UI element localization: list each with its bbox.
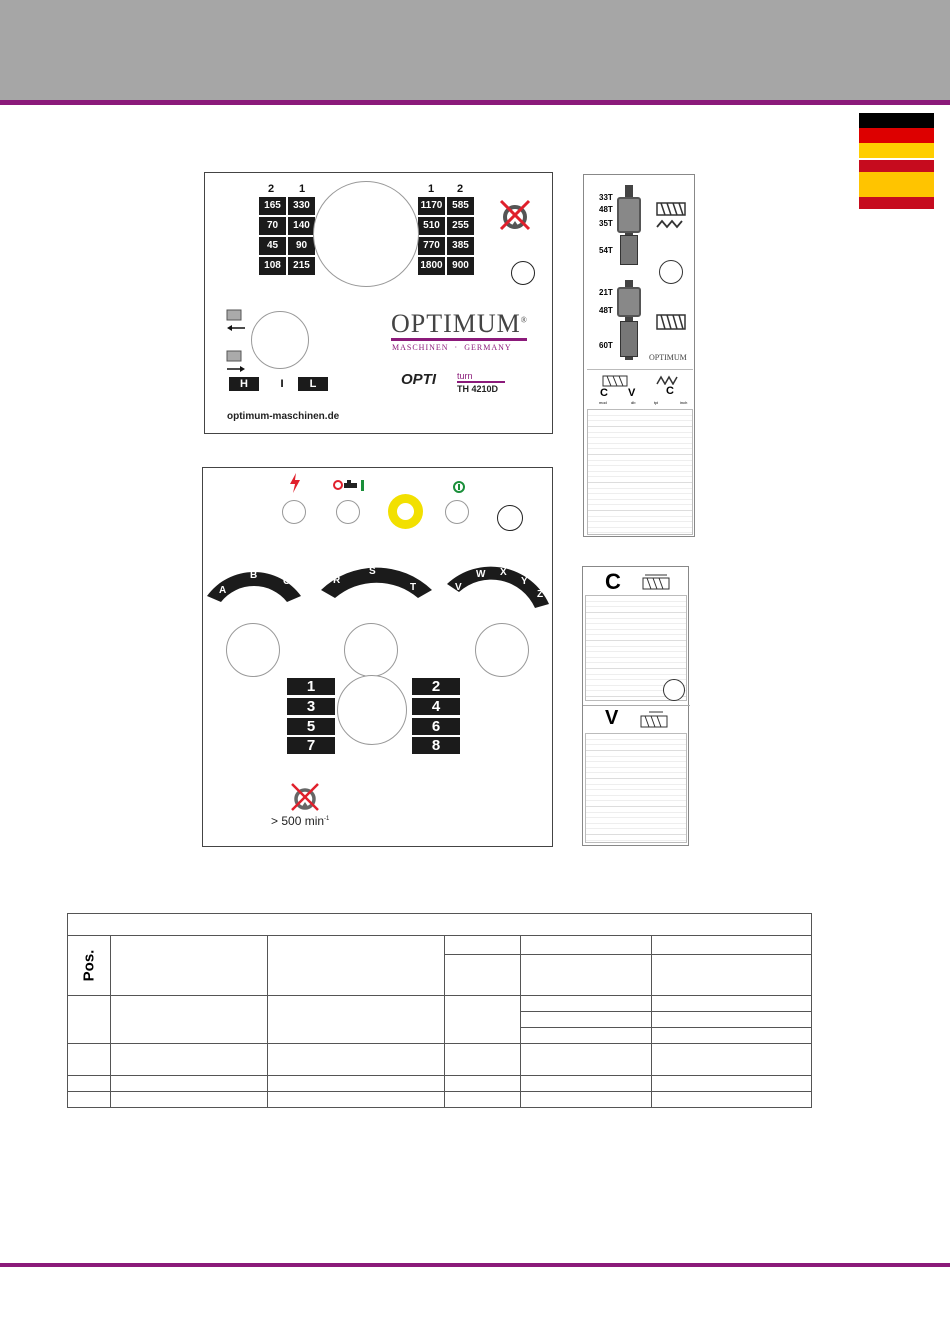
gear-label: 48T bbox=[599, 306, 613, 315]
speed-value: 900 bbox=[447, 257, 474, 275]
table-cell bbox=[652, 1092, 812, 1108]
thread-diagram-icon bbox=[655, 201, 687, 235]
col-letter-c: C bbox=[666, 385, 674, 397]
thread-diagram-icon bbox=[639, 709, 671, 729]
thread-pitch-table bbox=[587, 409, 693, 535]
table-cell bbox=[444, 1076, 521, 1092]
start-icon bbox=[453, 480, 465, 492]
gear-label: 60T bbox=[599, 341, 613, 350]
power-indicator bbox=[282, 500, 306, 524]
coolant-icon bbox=[333, 478, 369, 492]
thread-table-header bbox=[588, 373, 692, 405]
registered-mark: ® bbox=[520, 315, 528, 325]
speed-value: 140 bbox=[288, 217, 315, 235]
brand-underline bbox=[391, 338, 527, 341]
coolant-switch[interactable] bbox=[336, 500, 360, 524]
power-icon bbox=[288, 472, 302, 494]
table-cell bbox=[110, 1076, 267, 1092]
speed-selector-knob[interactable] bbox=[313, 181, 419, 287]
table-cell bbox=[652, 1012, 812, 1028]
spanish-flag[interactable] bbox=[859, 160, 934, 209]
arc-label-s: S bbox=[369, 566, 376, 577]
col-header-1: 1 bbox=[428, 183, 435, 195]
neutral-label: I bbox=[280, 378, 284, 390]
gear-selector-knob[interactable] bbox=[337, 675, 407, 745]
feed-selector-left[interactable] bbox=[226, 623, 280, 677]
opti-logo: OPTI bbox=[401, 371, 437, 388]
spindle-right-icon bbox=[225, 349, 247, 373]
gear-train-diagram bbox=[587, 175, 693, 370]
gear-label: 54T bbox=[599, 246, 613, 255]
speed-value: 255 bbox=[447, 217, 474, 235]
table-cell bbox=[267, 1044, 444, 1076]
start-button[interactable] bbox=[445, 500, 469, 524]
arc-label-a: A bbox=[219, 585, 227, 596]
gear-key-8: 8 bbox=[412, 737, 460, 754]
website-url[interactable]: optimum-maschinen.de bbox=[227, 411, 340, 422]
feed-control-panel bbox=[202, 467, 553, 847]
table-cell bbox=[521, 955, 652, 996]
spec-table bbox=[67, 913, 812, 1108]
col-letter-v: V bbox=[628, 387, 636, 399]
gear-key-6: 6 bbox=[412, 718, 460, 735]
chart-knob[interactable] bbox=[663, 679, 685, 701]
arc-label-w: W bbox=[476, 569, 486, 580]
emergency-stop-button[interactable] bbox=[388, 494, 423, 529]
chart-knob[interactable] bbox=[659, 260, 683, 284]
table-cell bbox=[267, 1092, 444, 1108]
gear-key-1: 1 bbox=[287, 678, 335, 695]
speed-limit-warning bbox=[271, 814, 329, 828]
speed-value: 510 bbox=[418, 217, 445, 235]
table-cell bbox=[267, 936, 444, 996]
speed-value: 585 bbox=[447, 197, 474, 215]
selector-arcs bbox=[203, 558, 554, 618]
table-cell bbox=[652, 996, 812, 1012]
speed-value: 1800 bbox=[418, 257, 445, 275]
german-flag[interactable] bbox=[859, 113, 934, 158]
table-cell bbox=[68, 996, 111, 1044]
c-chart-letter: C bbox=[605, 569, 621, 594]
gear-key-4: 4 bbox=[412, 698, 460, 715]
table-cell bbox=[521, 1044, 652, 1076]
gear-key-5: 5 bbox=[287, 718, 335, 735]
table-cell bbox=[110, 936, 267, 996]
unit-label: inch bbox=[680, 400, 688, 405]
table-cell bbox=[110, 996, 267, 1044]
table-cell bbox=[521, 996, 652, 1012]
speed-value: 45 bbox=[259, 237, 286, 255]
speed-value: 770 bbox=[418, 237, 445, 255]
control-knob[interactable] bbox=[497, 505, 523, 531]
speed-value: 1170 bbox=[418, 197, 445, 215]
header-divider bbox=[0, 100, 950, 105]
thread-chart-panel bbox=[583, 174, 695, 537]
speed-value: 385 bbox=[447, 237, 474, 255]
spindle-left-icon bbox=[225, 308, 247, 332]
arc-label-x: X bbox=[500, 567, 507, 578]
arc-label-b: B bbox=[250, 570, 258, 581]
high-label: H bbox=[229, 377, 259, 391]
arc-label-z: Z bbox=[537, 589, 544, 600]
speed-selection-panel bbox=[204, 172, 553, 434]
v-pitch-table bbox=[585, 733, 687, 843]
table-cell bbox=[444, 1044, 521, 1076]
control-knob[interactable] bbox=[511, 261, 535, 285]
table-cell bbox=[652, 1028, 812, 1044]
pos-header-cell bbox=[68, 936, 111, 996]
model-name: TH 4210D bbox=[457, 384, 499, 394]
speed-limit-unit-exponent: -1 bbox=[324, 816, 330, 822]
table-title-row bbox=[68, 914, 812, 936]
gear-label: 48T bbox=[599, 205, 613, 214]
gear-key-3: 3 bbox=[287, 698, 335, 715]
table-cell bbox=[267, 1076, 444, 1092]
table-cell bbox=[444, 1092, 521, 1108]
brand-name: OPTIMUM bbox=[391, 309, 521, 338]
table-cell bbox=[521, 1092, 652, 1108]
table-cell bbox=[68, 1044, 111, 1076]
table-cell bbox=[521, 1012, 652, 1028]
speed-value: 165 bbox=[259, 197, 286, 215]
table-cell bbox=[652, 1044, 812, 1076]
brand-subtitle: MASCHINEN · GERMANY bbox=[392, 343, 512, 352]
col-letter-c: C bbox=[600, 387, 608, 399]
feed-selector-middle[interactable] bbox=[344, 623, 398, 677]
thread-diagram-icon bbox=[641, 573, 671, 591]
gear-label: 35T bbox=[599, 219, 613, 228]
table-cell bbox=[267, 996, 444, 1044]
unit-label: tpi bbox=[654, 400, 659, 405]
header-band bbox=[0, 0, 950, 102]
table-cell bbox=[521, 1028, 652, 1044]
v-chart-letter: V bbox=[605, 707, 619, 729]
unit-label: db bbox=[631, 400, 636, 405]
brand-small: OPTIMUM bbox=[649, 353, 687, 362]
table-cell bbox=[521, 1076, 652, 1092]
table-cell bbox=[652, 1076, 812, 1092]
table-cell bbox=[68, 1076, 111, 1092]
col-header-1: 1 bbox=[299, 183, 306, 195]
gear-label: 21T bbox=[599, 288, 613, 297]
arc-label-c: C bbox=[283, 576, 291, 587]
gear-key-2: 2 bbox=[412, 678, 460, 695]
table-cell bbox=[652, 955, 812, 996]
gear-key-7: 7 bbox=[287, 737, 335, 754]
unit-label: mod bbox=[599, 400, 607, 405]
table-cell bbox=[444, 955, 521, 996]
table-cell bbox=[444, 996, 521, 1044]
speed-value: 215 bbox=[288, 257, 315, 275]
turn-underline bbox=[457, 381, 505, 383]
arc-label-r: R bbox=[333, 575, 341, 586]
footer-divider bbox=[0, 1263, 950, 1267]
table-cell bbox=[652, 936, 812, 955]
cv-chart-panel bbox=[582, 566, 689, 846]
arc-label-v: V bbox=[455, 582, 462, 593]
table-cell bbox=[68, 1092, 111, 1108]
table-cell bbox=[110, 1092, 267, 1108]
no-rotation-icon bbox=[289, 781, 321, 813]
speed-limit-text: > 500 min bbox=[271, 814, 325, 828]
pos-header: Pos. bbox=[80, 949, 98, 982]
col-header-2: 2 bbox=[457, 183, 464, 195]
turn-logo: turn bbox=[457, 371, 473, 381]
feed-selector-right[interactable] bbox=[475, 623, 529, 677]
gear-label: 33T bbox=[599, 193, 613, 202]
col-header-2: 2 bbox=[268, 183, 275, 195]
arc-label-t: T bbox=[410, 582, 417, 593]
brand-logo bbox=[391, 309, 528, 339]
speed-value: 330 bbox=[288, 197, 315, 215]
no-rotation-icon bbox=[497, 197, 533, 233]
direction-knob[interactable] bbox=[251, 311, 309, 369]
table-cell bbox=[521, 936, 652, 955]
low-label: L bbox=[298, 377, 328, 391]
thread-diagram-icon bbox=[655, 313, 687, 331]
table-cell bbox=[110, 1044, 267, 1076]
table-cell bbox=[444, 936, 521, 955]
speed-value: 70 bbox=[259, 217, 286, 235]
arc-label-y: Y bbox=[521, 576, 528, 587]
speed-value: 108 bbox=[259, 257, 286, 275]
speed-value: 90 bbox=[288, 237, 315, 255]
